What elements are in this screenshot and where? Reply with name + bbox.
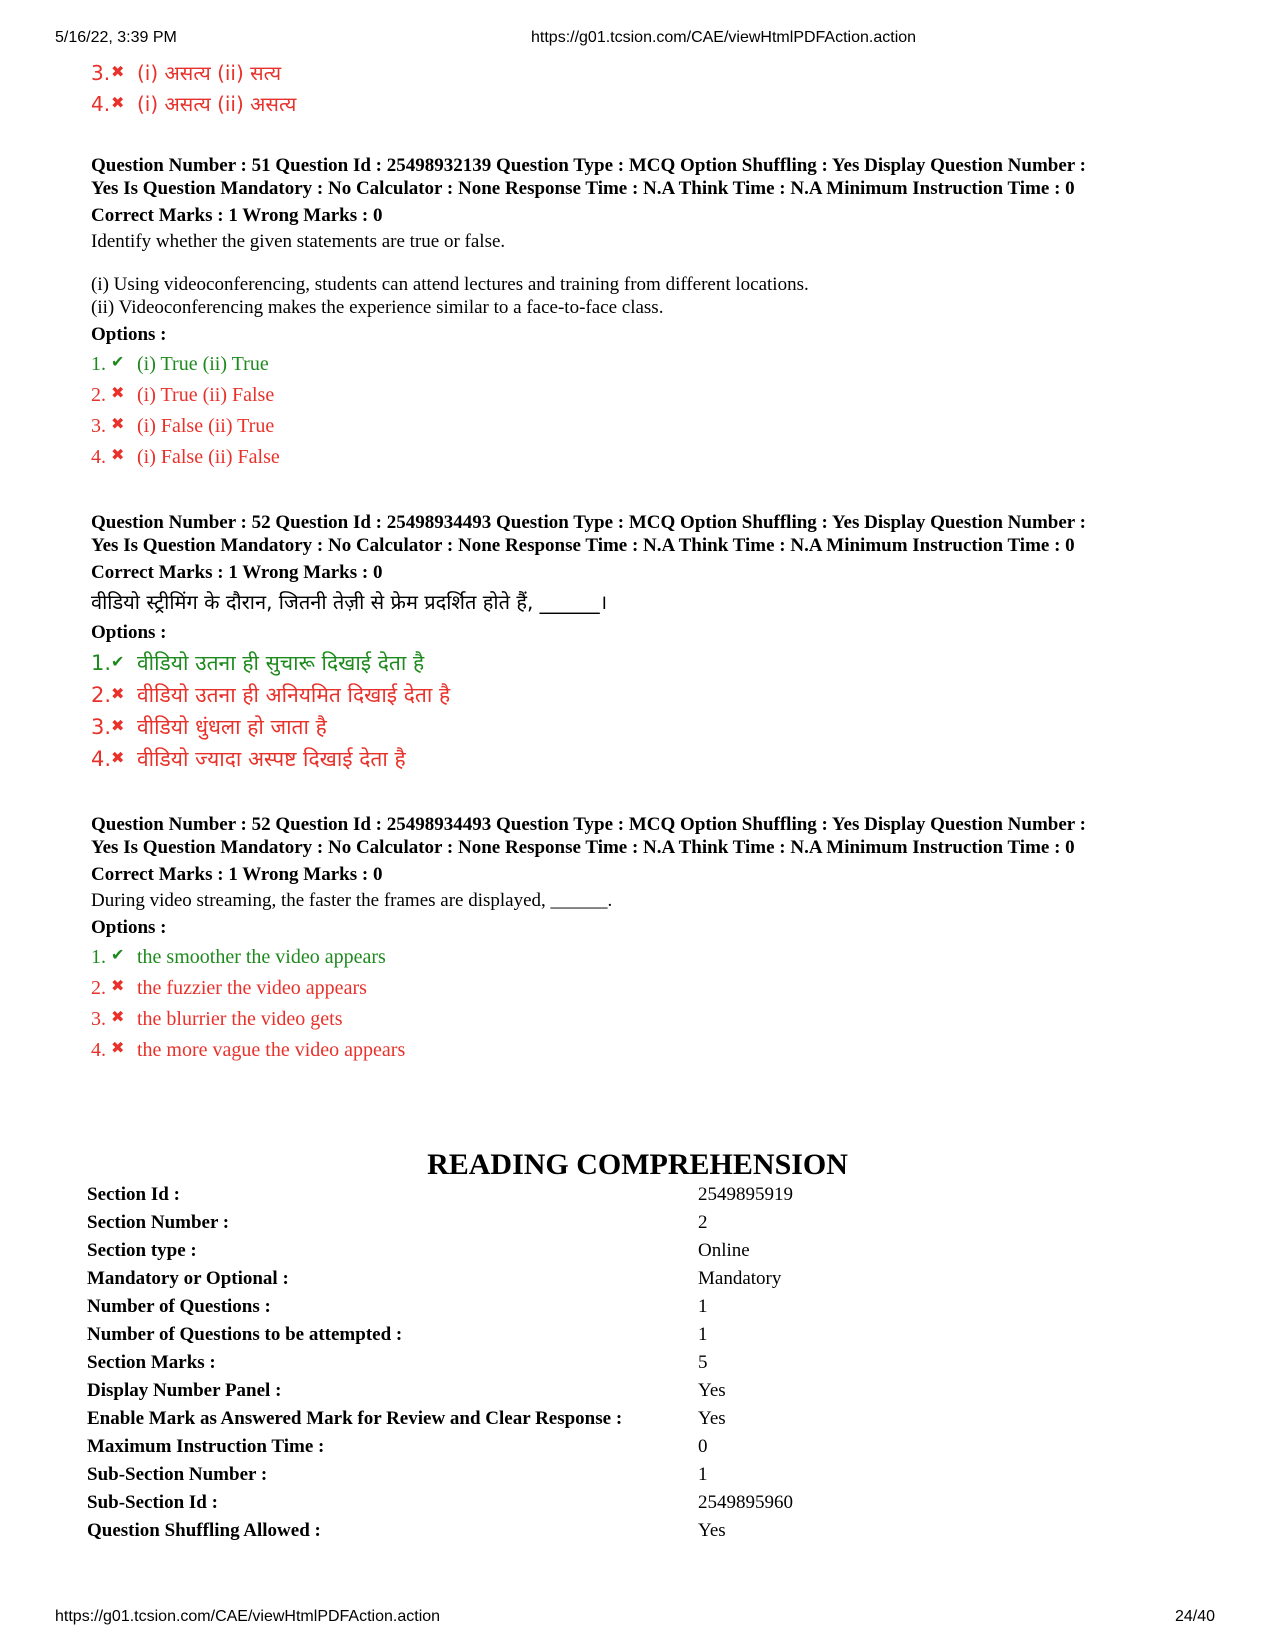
section-key: Mandatory or Optional : bbox=[87, 1268, 289, 1289]
option-item: 1. ✔ the smoother the video appears bbox=[91, 942, 1191, 973]
section-key: Sub-Section Id : bbox=[87, 1492, 218, 1513]
print-datetime: 5/16/22, 3:39 PM bbox=[55, 29, 177, 46]
section-key: Enable Mark as Answered Mark for Review and Clear Response : bbox=[87, 1408, 623, 1429]
section-value: 0 bbox=[698, 1436, 708, 1457]
option-text: (i) False (ii) False bbox=[137, 446, 280, 468]
question-marks: Correct Marks : 1 Wrong Marks : 0 bbox=[91, 205, 383, 226]
table-row bbox=[87, 1181, 793, 1209]
option-item: 1. ✔ (i) True (ii) True bbox=[91, 349, 1191, 380]
footer-url: https://g01.tcsion.com/CAE/viewHtmlPDFAction.action bbox=[55, 1608, 441, 1625]
option-text: वीडियो धुंधला हो जाता है bbox=[137, 715, 327, 739]
section-info-table bbox=[87, 1181, 793, 1545]
section-key: Section type : bbox=[87, 1240, 197, 1261]
option-text: (i) False (ii) True bbox=[137, 415, 275, 437]
options-label: Options : bbox=[91, 622, 167, 643]
section-value: 1 bbox=[698, 1296, 708, 1317]
table-row bbox=[87, 1489, 793, 1517]
option-item: 2. ✖ (i) True (ii) False bbox=[91, 380, 1191, 411]
previous-question-options bbox=[91, 58, 1191, 120]
checkmark-icon: ✔ bbox=[111, 354, 125, 371]
cross-icon: ✖ bbox=[111, 385, 125, 402]
option-text: the smoother the video appears bbox=[137, 946, 386, 968]
section-key: Display Number Panel : bbox=[87, 1380, 282, 1401]
option-item: 1. ✔ वीडियो उतना ही सुचारू दिखाई देता है bbox=[91, 647, 1191, 679]
page-number: 24/40 bbox=[1175, 1608, 1216, 1625]
option-text: the blurrier the video gets bbox=[137, 1008, 343, 1030]
table-row bbox=[87, 1237, 793, 1265]
option-item: 3. ✖ (i) False (ii) True bbox=[91, 411, 1191, 442]
cross-icon: ✖ bbox=[111, 93, 125, 112]
table-row bbox=[87, 1209, 793, 1237]
cross-icon: ✖ bbox=[111, 716, 125, 735]
option-text: वीडियो उतना ही सुचारू दिखाई देता है bbox=[137, 651, 425, 675]
options-label: Options : bbox=[91, 324, 167, 345]
table-row bbox=[87, 1433, 793, 1461]
question-meta: Question Number : 52 Question Id : 25498934493 Question Type : MCQ Option Shuffling : Yes Display Question Number : Yes Is Question Mandatory : No Calculator : None Response Time : N.A Think Time : N.A Minimum Instruction Time : 0 bbox=[91, 814, 1086, 858]
section-value: 2 bbox=[698, 1212, 708, 1233]
option-item: 4. ✖ वीडियो ज्यादा अस्पष्ट दिखाई देता है bbox=[91, 743, 1191, 775]
section-title: READING COMPREHENSION bbox=[427, 1148, 848, 1181]
question-meta: Question Number : 51 Question Id : 25498932139 Question Type : MCQ Option Shuffling : Yes Display Question Number : Yes Is Question Mandatory : No Calculator : None Response Time : N.A Think Time : N.A Minimum Instruction Time : 0 bbox=[91, 155, 1086, 199]
page-content bbox=[91, 58, 1191, 1066]
table-row bbox=[87, 1293, 793, 1321]
section-key: Section Id : bbox=[87, 1184, 180, 1205]
section-key: Number of Questions to be attempted : bbox=[87, 1324, 403, 1345]
cross-icon: ✖ bbox=[111, 1009, 125, 1026]
table-row bbox=[87, 1517, 793, 1545]
section-value: Online bbox=[698, 1240, 750, 1261]
section-value: Yes bbox=[698, 1520, 726, 1541]
cross-icon: ✖ bbox=[111, 1040, 125, 1057]
section-value: 2549895960 bbox=[698, 1492, 793, 1513]
question-text: Identify whether the given statements are true or false. (i) Using videoconferencing, students can attend lectures and training from different locations. (ii) Videoconferencing makes the experience similar to a face-to-face class. bbox=[91, 231, 809, 318]
table-row bbox=[87, 1461, 793, 1489]
question-text: During video streaming, the faster the frames are displayed, ______. bbox=[91, 890, 613, 911]
table-row bbox=[87, 1265, 793, 1293]
option-item: 2. ✖ वीडियो उतना ही अनियमित दिखाई देता है bbox=[91, 679, 1191, 711]
section-key: Maximum Instruction Time : bbox=[87, 1436, 325, 1457]
section-key: Sub-Section Number : bbox=[87, 1464, 268, 1485]
option-item: 3. ✖ (i) असत्य (ii) सत्य bbox=[91, 58, 1191, 89]
option-text: (i) True (ii) True bbox=[137, 353, 269, 375]
checkmark-icon: ✔ bbox=[111, 947, 125, 964]
cross-icon: ✖ bbox=[111, 684, 125, 703]
option-item: 3. ✖ the blurrier the video gets bbox=[91, 1004, 1191, 1035]
option-item: 4. ✖ (i) असत्य (ii) असत्य bbox=[91, 89, 1191, 120]
section-value: 1 bbox=[698, 1464, 708, 1485]
option-item: 4. ✖ the more vague the video appears bbox=[91, 1035, 1191, 1066]
print-url: https://g01.tcsion.com/CAE/viewHtmlPDFAction.action bbox=[531, 29, 917, 46]
table-row bbox=[87, 1377, 793, 1405]
section-value: Yes bbox=[698, 1408, 726, 1429]
option-text: the fuzzier the video appears bbox=[137, 977, 367, 999]
question-marks: Correct Marks : 1 Wrong Marks : 0 bbox=[91, 864, 383, 885]
option-text: वीडियो उतना ही अनियमित दिखाई देता है bbox=[137, 683, 451, 707]
question-marks: Correct Marks : 1 Wrong Marks : 0 bbox=[91, 562, 383, 583]
section-key: Section Number : bbox=[87, 1212, 230, 1233]
cross-icon: ✖ bbox=[111, 62, 125, 81]
options-label: Options : bbox=[91, 917, 167, 938]
section-value: 2549895919 bbox=[698, 1184, 793, 1205]
cross-icon: ✖ bbox=[111, 978, 125, 995]
cross-icon: ✖ bbox=[111, 416, 125, 433]
question-block bbox=[91, 154, 1191, 473]
table-row bbox=[87, 1321, 793, 1349]
option-item: 2. ✖ the fuzzier the video appears bbox=[91, 973, 1191, 1004]
option-text: (i) असत्य (ii) असत्य bbox=[137, 92, 297, 116]
section-key: Number of Questions : bbox=[87, 1296, 271, 1317]
section-value: 5 bbox=[698, 1352, 708, 1373]
option-item: 3. ✖ वीडियो धुंधला हो जाता है bbox=[91, 711, 1191, 743]
question-meta: Question Number : 52 Question Id : 25498934493 Question Type : MCQ Option Shuffling : Yes Display Question Number : Yes Is Question Mandatory : No Calculator : None Response Time : N.A Think Time : N.A Minimum Instruction Time : 0 bbox=[91, 512, 1086, 556]
question-text: वीडियो स्ट्रीमिंग के दौरान, जितनी तेज़ी से फ्रेम प्रदर्शित होते हैं, ______। bbox=[91, 590, 608, 614]
option-item: 4. ✖ (i) False (ii) False bbox=[91, 442, 1191, 473]
question-block bbox=[91, 511, 1191, 775]
table-row bbox=[87, 1405, 793, 1433]
option-text: the more vague the video appears bbox=[137, 1039, 406, 1061]
section-value: Yes bbox=[698, 1380, 726, 1401]
checkmark-icon: ✔ bbox=[111, 652, 125, 671]
section-value: 1 bbox=[698, 1324, 708, 1345]
question-block bbox=[91, 813, 1191, 1066]
cross-icon: ✖ bbox=[111, 447, 125, 464]
section-key: Section Marks : bbox=[87, 1352, 216, 1373]
option-text: (i) असत्य (ii) सत्य bbox=[137, 61, 282, 85]
section-value: Mandatory bbox=[698, 1268, 782, 1289]
option-text: वीडियो ज्यादा अस्पष्ट दिखाई देता है bbox=[137, 747, 406, 771]
section-key: Question Shuffling Allowed : bbox=[87, 1520, 321, 1541]
option-text: (i) True (ii) False bbox=[137, 384, 275, 406]
cross-icon: ✖ bbox=[111, 748, 125, 767]
table-row bbox=[87, 1349, 793, 1377]
